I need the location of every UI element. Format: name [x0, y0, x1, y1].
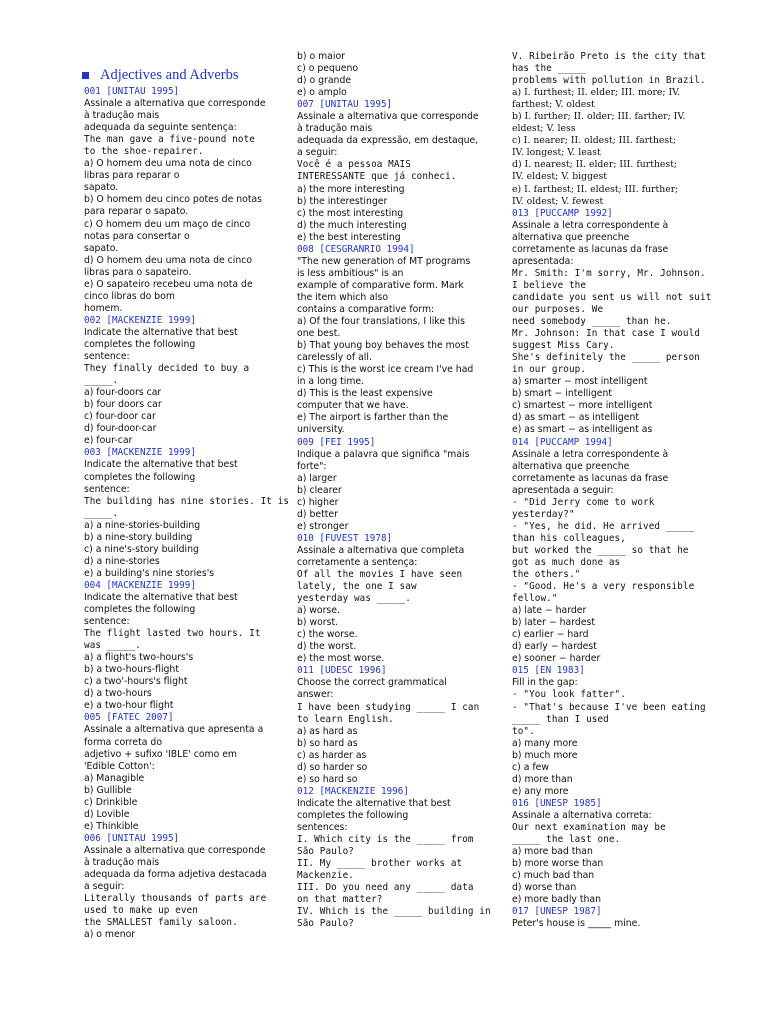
text-line: adequada da seguinte sentença: [84, 122, 237, 134]
text-line: IV. Which is the _____ building in [297, 906, 491, 918]
text-line: b) a nine-story building [84, 531, 193, 543]
text-line: e) four-car [84, 435, 133, 447]
text-line: e) O sapateiro recebeu uma nota de [84, 278, 253, 290]
text-line: à tradução mais [84, 857, 160, 868]
text-line: alternativa que preenche [512, 460, 630, 472]
text-line: apresentada: [512, 255, 574, 267]
text-line: V. Ribeirão Preto is the city that [512, 51, 706, 62]
text-line: lately, the one I saw [297, 581, 417, 593]
text-line: b) much more [512, 749, 578, 761]
text-line: c) earlier − hard [512, 629, 589, 641]
text-line: b) four doors car [84, 399, 162, 411]
text-line: c) O homem deu um maço de cinco [84, 218, 251, 230]
text-line: d) a nine-stories [84, 555, 160, 567]
text-line: Assinale a letra correspondente à [512, 448, 669, 460]
text-line: university. [297, 424, 345, 436]
question-reference: 009 [FEI 1995] [297, 436, 376, 448]
text-line: need somebody _____ than he. [512, 316, 672, 328]
text-line: b) I. further; II. older; III. farther; IV. [512, 111, 686, 123]
text-line: a) the more interesting [297, 183, 405, 195]
text-line: São Paulo? [297, 918, 354, 930]
text-line: Assinale a alternativa que apresenta a [84, 724, 264, 736]
text-line: fellow." [512, 593, 558, 605]
text-line: sentences: [297, 822, 348, 833]
text-line: à tradução mais [297, 123, 373, 135]
section-header [82, 64, 268, 86]
text-line: c) the worse. [297, 629, 358, 641]
text-line: Of all the movies I have seen [297, 569, 463, 581]
text-line: got as much done as [512, 556, 621, 568]
text-line: a seguir: [84, 881, 125, 893]
text-line: but worked the _____ so that he [512, 544, 689, 556]
text-line: c) much bad than [512, 870, 595, 882]
text-line: Indicate the alternative that best [297, 797, 451, 809]
question-reference: 016 [UNESP 1985] [512, 797, 602, 809]
text-line: corretamente as lacunas da frase [512, 243, 669, 255]
text-line: INTERESSANTE que já conheci. [297, 171, 457, 183]
text-line: completes the following [84, 604, 196, 616]
text-line: problems with pollution in Brazil. [512, 75, 706, 87]
text-line: is less ambitious" is an [297, 267, 404, 279]
text-line: b) so hard as [297, 737, 358, 749]
text-line: IV. longest; V. least [512, 147, 601, 159]
text-line: sentence: [84, 616, 130, 628]
text-line: Assinale a alternativa correta: [512, 809, 652, 821]
text-line: b) smart − intelligent [512, 388, 612, 400]
text-line: c) This is the worst ice cream I've had [297, 364, 474, 376]
column-3-lines [512, 51, 712, 930]
text-line: e) o amplo [297, 87, 347, 99]
text-line: yesterday was _____. [297, 593, 411, 605]
text-line: a) worse. [297, 605, 340, 617]
text-line: Fill in the gap: [512, 677, 578, 689]
text-line: para reparar o sapato. [84, 206, 189, 218]
text-line: II. My _____ brother works at [297, 858, 463, 870]
text-line: adequada da expressão, em destaque, [297, 135, 479, 147]
text-line: a) larger [297, 472, 337, 484]
text-line: d) as smart − as intelligent [512, 412, 639, 424]
text-line: a) smarter − most intelligent [512, 376, 648, 388]
question-reference: 011 [UDESC 1996] [297, 665, 387, 677]
text-line: in our group. [512, 364, 587, 376]
text-line: e) a building's nine stories's [84, 567, 215, 579]
text-line: b) worst. [297, 617, 339, 629]
text-line: a) I. furthest; II. elder; III. more; IV. [512, 87, 681, 99]
text-line: c) higher [297, 496, 339, 508]
text-line: b) the interestinger [297, 195, 388, 207]
question-reference: 015 [EN 1983] [512, 665, 585, 677]
text-line: d) so harder so [297, 761, 368, 773]
text-line: a) late − harder [512, 605, 587, 617]
text-line: a) Managible [84, 772, 145, 784]
text-line: one best. [297, 328, 341, 340]
question-reference: 004 [MACKENZIE 1999] [84, 579, 196, 591]
text-line: a) o menor [84, 929, 136, 941]
section-title: Adjectives and Adverbs [100, 66, 239, 83]
text-line: e) so hard so [297, 773, 358, 785]
text-line: example of comparative form. Mark [297, 279, 464, 291]
text-line: a) a flight's two-hours's [84, 652, 194, 664]
square-bullet-icon [82, 72, 89, 79]
text-line: à tradução mais [84, 110, 160, 122]
text-line: libras para o sapateiro. [84, 266, 192, 278]
text-line: yesterday?" [512, 508, 575, 520]
text-line: Mr. Smith: I'm sorry, Mr. Johnson. [512, 267, 706, 279]
text-line: d) better [297, 508, 338, 520]
text-line: _____. [84, 375, 119, 387]
text-line: The flight lasted two hours. It [84, 628, 261, 640]
text-line: - "That's because I've been eating [512, 701, 706, 713]
question-reference: 013 [PUCCAMP 1992] [512, 207, 613, 219]
text-line: a) O homem deu uma nota de cinco [84, 158, 252, 170]
text-line: b) o maior [297, 51, 345, 62]
text-line: a seguir: [297, 147, 338, 159]
question-reference: 017 [UNESP 1987] [512, 906, 602, 918]
text-line: suggest Miss Cary. [512, 340, 615, 352]
column-1 [84, 64, 290, 941]
text-line: d) o grande [297, 75, 352, 87]
text-line: the SMALLEST family saloon. [84, 917, 238, 929]
text-line: b) O homem deu cinco potes de notas [84, 194, 263, 206]
text-line: e) stronger [297, 520, 349, 532]
text-line: c) a nine's-story building [84, 543, 199, 555]
text-line: e) I. farthest; II. eldest; III. further; [512, 183, 679, 195]
text-line: Assinale a alternativa que corresponde [297, 111, 479, 123]
question-reference: 003 [MACKENZIE 1999] [84, 447, 196, 459]
text-line: e) as smart − as intelligent as [512, 424, 653, 436]
text-line: than his colleagues, [512, 532, 626, 544]
text-line: e) the best interesting [297, 231, 401, 243]
text-line: e) sooner − harder [512, 653, 601, 665]
question-reference: 002 [MACKENZIE 1999] [84, 314, 196, 326]
text-line: answer: [297, 689, 334, 701]
text-line: 'Edible Cotton': [84, 760, 155, 772]
text-line: d) a two-hours [84, 688, 152, 700]
question-reference: 008 [CESGRANRIO 1994] [297, 243, 415, 255]
question-reference: 005 [FATEC 2007] [84, 712, 174, 724]
text-line: Literally thousands of parts are [84, 893, 267, 905]
text-line: a) as hard as [297, 725, 358, 737]
text-line: d) worse than [512, 882, 577, 894]
text-line: e) the most worse. [297, 653, 385, 665]
text-line: e) The airport is farther than the [297, 412, 449, 424]
text-line: a) four-doors car [84, 387, 162, 399]
text-line: b) clearer [297, 484, 342, 496]
text-line: d) early − hardest [512, 641, 597, 653]
text-line: corretamente as lacunas da frase [512, 472, 669, 484]
question-reference: 007 [UNITAU 1995] [297, 99, 393, 111]
text-line: carelessly of all. [297, 352, 372, 364]
text-line: d) four-door-car [84, 423, 157, 435]
text-line: adjetivo + sufixo 'IBLE' como em [84, 748, 237, 760]
text-line: completes the following [84, 338, 196, 350]
text-line: d) O homem deu uma nota de cinco [84, 254, 253, 266]
text-line: to learn English. [297, 713, 394, 725]
column-2 [297, 51, 491, 930]
text-line: d) the much interesting [297, 219, 407, 231]
text-line: d) more than [512, 773, 573, 785]
text-line: candidate you sent us will not suit [512, 291, 712, 303]
text-line: sentence: [84, 351, 130, 363]
text-line: computer that we have. [297, 400, 409, 412]
text-line: b) Gullible [84, 784, 132, 796]
question-reference: 014 [PUCCAMP 1994] [512, 436, 613, 448]
text-line: homem. [84, 302, 123, 314]
text-line: d) I. nearest; II. elder; III. furthest; [512, 159, 678, 171]
text-line: completes the following [84, 471, 196, 483]
text-line: c) as harder as [297, 749, 367, 761]
text-line: in a long time. [297, 376, 365, 388]
text-line: c) Drinkible [84, 796, 138, 808]
text-line: was _____. [84, 640, 141, 652]
text-line: Você é a pessoa MAIS [297, 159, 411, 171]
text-line: Indicate the alternative that best [84, 459, 238, 471]
text-line: I have been studying _____ I can [297, 701, 480, 713]
text-line: São Paulo? [297, 846, 354, 858]
text-line: "The new generation of MT programs [297, 255, 471, 267]
text-line: corretamente a sentença: [297, 556, 418, 568]
text-line: The man gave a five-pound note [84, 134, 255, 146]
question-reference: 001 [UNITAU 1995] [84, 86, 180, 97]
text-line: farthest; V. oldest [512, 99, 595, 111]
text-line: Indicate the alternative that best [84, 591, 238, 603]
text-line: contains a comparative form: [297, 303, 435, 315]
text-line: our purposes. We [512, 303, 604, 315]
text-line: sapato. [84, 182, 119, 194]
text-line: Indicate the alternative that best [84, 326, 238, 338]
text-line: e) any more [512, 785, 569, 797]
text-line: a) Of the four translations, I like this [297, 316, 465, 328]
text-line: b) later − hardest [512, 617, 596, 629]
text-line: libras para reparar o [84, 170, 180, 182]
text-line: to the shoe-repairer. [84, 146, 204, 158]
question-reference: 010 [FUVEST 1978] [297, 532, 393, 544]
text-line: on that matter? [297, 894, 383, 906]
text-line: a) a nine-stories-building [84, 519, 201, 531]
text-line: - "Good. He's a very responsible [512, 581, 695, 593]
text-line: e) more badly than [512, 894, 602, 906]
text-line: III. Do you need any _____ data [297, 882, 474, 894]
text-line: sentence: [84, 483, 130, 495]
text-line: to". [512, 725, 535, 737]
text-line: Assinale a letra correspondente à [512, 219, 669, 231]
text-line: She's definitely the _____ person [512, 352, 701, 364]
text-line: _____ than I used [512, 713, 609, 725]
text-line: the item which also [297, 291, 389, 303]
text-line: completes the following [297, 809, 409, 821]
text-line: d) This is the least expensive [297, 388, 433, 400]
text-line: - "Did Jerry come to work [512, 496, 655, 508]
text-line: alternativa que preenche [512, 231, 630, 243]
text-line: eldest; V. less [512, 123, 576, 135]
column-3 [512, 51, 712, 930]
text-line: a) more bad than [512, 846, 593, 858]
text-line: forte": [297, 460, 327, 472]
text-line: c) the most interesting [297, 207, 404, 219]
text-line: has the _____ [512, 63, 587, 75]
question-reference: 012 [MACKENZIE 1996] [297, 785, 409, 797]
text-line: Assinale a alternativa que completa [297, 544, 465, 556]
text-line: _____ the last one. [512, 834, 621, 846]
text-line: e) Thinkible [84, 820, 139, 832]
text-line: I believe the [512, 279, 587, 291]
text-line: notas para consertar o [84, 230, 190, 242]
text-line: c) smartest − more intelligent [512, 400, 653, 412]
text-line: Choose the correct grammatical [297, 677, 447, 689]
text-line: e) a two-hour flight [84, 700, 174, 712]
text-line: - "You look fatter". [512, 689, 626, 701]
text-line: c) o pequeno [297, 63, 359, 75]
text-line: I. Which city is the _____ from [297, 834, 474, 846]
text-line: b) a two-hours-flight [84, 664, 179, 676]
text-line: Indique a palavra que significa "mais [297, 448, 470, 460]
text-line: Assinale a alternativa que corresponde [84, 844, 266, 856]
text-line: cinco libras do bom [84, 290, 175, 302]
text-line: c) a two'-hours's flight [84, 676, 188, 688]
text-line: b) That young boy behaves the most [297, 340, 469, 352]
text-line: b) more worse than [512, 858, 604, 870]
text-line: The building has nine stories. It is [84, 495, 290, 507]
text-line: Assinale a alternativa que corresponde [84, 98, 266, 110]
text-line: apresentada a seguir: [512, 484, 614, 496]
question-reference: 006 [UNITAU 1995] [84, 832, 180, 844]
text-line: They finally decided to buy a [84, 363, 250, 375]
text-line: sapato. [84, 242, 119, 254]
text-line: forma correta do [84, 736, 163, 748]
text-line: Mackenzie. [297, 870, 354, 882]
text-line: Peter's house is _____ mine. [512, 918, 641, 930]
column-2-lines [297, 51, 491, 930]
text-line: a) many more [512, 737, 578, 749]
column-1-lines [84, 86, 290, 941]
text-line: c) four-door car [84, 411, 156, 423]
text-line: used to make up even [84, 905, 198, 917]
text-line: d) Lovible [84, 808, 130, 820]
text-line: the others." [512, 569, 581, 581]
text-line: Our next examination may be [512, 822, 666, 833]
text-line: - "Yes, he did. He arrived _____ [512, 520, 695, 532]
text-line: c) I. nearer; II. oldest; III. farthest; [512, 135, 676, 147]
text-line: c) a few [512, 761, 549, 773]
text-line: _____. [84, 507, 119, 519]
text-line: d) the worst. [297, 641, 357, 653]
text-line: Mr. Johnson: In that case I would [512, 328, 701, 340]
text-line: IV. eldest; V. biggest [512, 171, 608, 183]
text-line: adequada da forma adjetiva destacada [84, 869, 267, 881]
text-line: IV. oldest; V. fewest [512, 195, 604, 207]
